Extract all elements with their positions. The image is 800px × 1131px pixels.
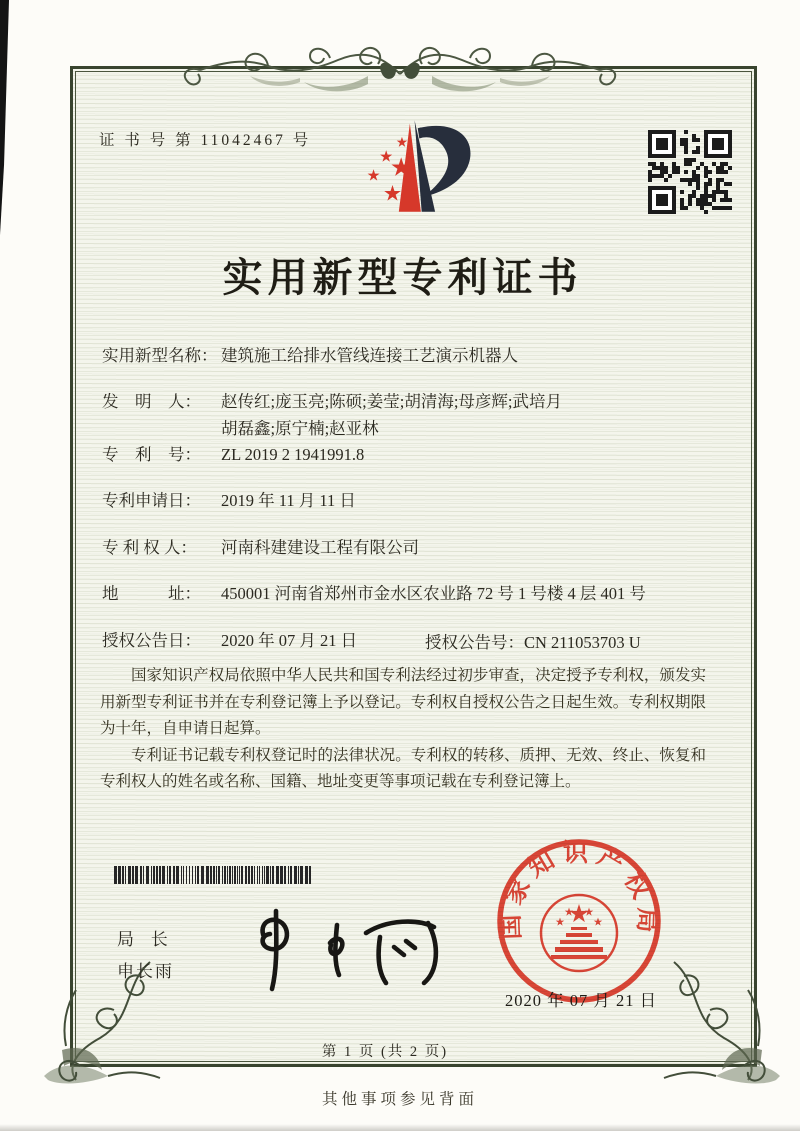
cnipa-logo-icon (342, 118, 484, 222)
field-row-inventors (102, 390, 562, 414)
field-value: 450001 河南省郑州市金水区农业路 72 号 1 号楼 4 层 401 号 (221, 584, 646, 603)
field-value: 建筑施工给排水管线连接工艺演示机器人 (221, 346, 518, 365)
field-label: 授权公告号： (425, 633, 524, 652)
scan-edge-artifact (0, 0, 9, 235)
director-name: 申长雨 (117, 962, 174, 981)
legal-text (100, 663, 706, 796)
director-title: 局 长 (117, 930, 174, 949)
field-row-grant-date (102, 629, 357, 653)
field-value: CN 211053703 U (524, 633, 641, 652)
field-row-address (102, 582, 646, 606)
field-row-inventors-line2: 胡磊鑫;原宁楠;赵亚林 (221, 419, 379, 438)
field-value: 赵传红;庞玉亮;陈硕;姜莹;胡清海;母彦辉;武培月 (221, 392, 563, 411)
seal-date: 2020 年 07 月 21 日 (504, 991, 658, 1010)
field-value: 2019 年 11 月 11 日 (221, 491, 356, 510)
back-side-note: 其他事项参见背面 (321, 1091, 478, 1108)
qr-code-icon (648, 130, 732, 214)
official-seal-icon (494, 836, 664, 1006)
field-row-name (102, 344, 518, 368)
field-row-patent-no (102, 443, 364, 467)
page-number: 第 1 页 (共 2 页) (321, 1044, 449, 1060)
scan-shadow (0, 1124, 800, 1131)
field-value: 2020 年 07 月 21 日 (221, 631, 358, 650)
field-label: 专利申请日： (102, 491, 201, 510)
barcode-icon (114, 866, 314, 884)
field-row-patentee (102, 536, 419, 560)
field-label: 授权公告日： (102, 631, 201, 650)
field-value: ZL 2019 2 1941991.8 (221, 445, 365, 464)
svg-text:国家知识产权局 (496, 839, 661, 940)
seal-text: 国家知识产权局 (497, 840, 661, 940)
legal-paragraph-1: 国家知识产权局依照中华人民共和国专利法经过初步审查，决定授予专利权，颁发实用新型专利证书并在专利登记簿上予以登记。专利权自授权公告之日起生效。专利权期限为十年，自申请日起算。 (100, 667, 706, 737)
field-value: 河南科建建设工程有限公司 (221, 538, 419, 557)
certificate-number: 证 书 号 第 11042467 号 (99, 132, 312, 149)
field-label: 专 利 权 人： (102, 538, 197, 557)
field-label: 地 址： (102, 584, 201, 603)
field-label: 实用新型名称： (102, 346, 218, 365)
field-row-filing-date (102, 489, 356, 513)
field-row-grant-no (425, 629, 641, 653)
certificate-title: 实用新型专利证书 (222, 255, 583, 300)
legal-paragraph-2: 专利证书记载专利权登记时的法律状况。专利权的转移、质押、无效、终止、恢复和专利权人的姓名或名称、国籍、地址变更等事项记载在专利登记簿上。 (100, 746, 706, 790)
top-flourish-ornament (170, 30, 630, 106)
director-signature-icon (238, 893, 443, 998)
corner-flourish-bottom-right (652, 948, 800, 1098)
field-label: 发 明 人： (102, 392, 201, 411)
field-label: 专 利 号： (102, 445, 201, 464)
